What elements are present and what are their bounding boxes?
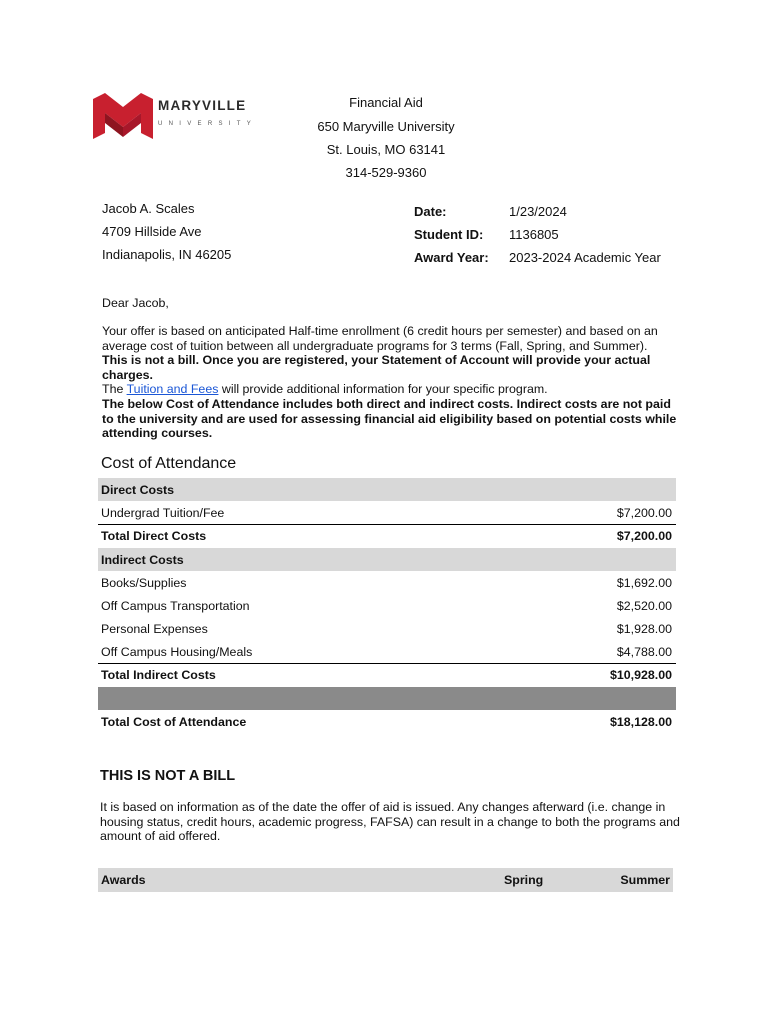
recipient-name: Jacob A. Scales [102,201,195,216]
spring-col-label: Spring [504,873,544,887]
recipient-city: Indianapolis, IN 46205 [102,247,232,262]
indirect-costs-header-label: Indirect Costs [101,553,184,567]
total-cost-amount: $18,128.00 [609,715,672,729]
spacer-band [98,687,676,710]
tuition-fees-link[interactable]: Tuition and Fees [126,382,219,397]
coa-note: The below Cost of Attendance includes both direct and indirect costs. Indirect costs are not paid to the university and are used for assessing financial aid eligibility based on potential costs while attending courses. [102,396,677,441]
total-cost-label: Total Cost of Attendance [101,715,247,729]
indirect-costs-header [98,548,676,571]
greeting: Dear Jacob, [102,296,169,310]
personal-amount: $1,928.00 [616,622,672,636]
summer-col-label: Summer [620,873,670,887]
student-id-label: Student ID: [414,227,484,242]
total-direct-label: Total Direct Costs [101,529,207,543]
housing-row [98,640,676,663]
student-id-value: 1136805 [509,227,559,242]
logo-wordmark: MARYVILLE [158,98,247,113]
personal-row [98,617,676,640]
office-city: St. Louis, MO 63141 [326,142,446,157]
tuition-label: Undergrad Tuition/Fee [101,506,225,520]
awards-table-header [98,868,673,892]
not-a-bill-heading: THIS IS NOT A BILL [100,768,236,784]
tuition-pre: The [102,382,127,397]
tuition-amount: $7,200.00 [616,506,672,520]
award-year-value: 2023-2024 Academic Year [509,250,661,265]
office-phone: 314-529-9360 [345,165,427,180]
total-direct-row [98,524,676,547]
books-label: Books/Supplies [101,576,187,590]
total-cost-row [98,710,676,733]
office-name: Financial Aid [349,95,423,110]
tuition-sentence [102,382,682,397]
total-indirect-row [98,663,676,686]
tuition-row [98,501,676,524]
total-direct-amount: $7,200.00 [616,529,672,543]
recipient-street: 4709 Hillside Ave [102,224,202,239]
intro-text: Your offer is based on anticipated Half-time enrollment (6 credit hours per semester) and based on an average cost of tuition between all undergraduate programs for 3 terms (Fall, Spring, and Summer). [102,324,658,353]
date-label: Date: [414,204,447,219]
disclaimer-text: It is based on information as of the date the offer of aid is issued. Any changes afterward (i.e. change in housing status, credit hours, academic progress, FAFSA) can result in a change to both the programs and amount of aid offered. [100,800,680,844]
total-indirect-amount: $10,928.00 [609,668,672,682]
award-year-label: Award Year: [414,250,489,265]
direct-costs-header [98,478,676,501]
not-bill-statement: This is not a bill. Once you are registered, your Statement of Account will provide your actual charges. [102,353,651,382]
books-row [98,571,676,594]
housing-label: Off Campus Housing/Meals [101,645,253,659]
logo-subtitle: UNIVERSITY [158,121,258,127]
direct-costs-header-label: Direct Costs [101,483,174,497]
date-value: 1/23/2024 [509,204,567,219]
transport-amount: $2,520.00 [616,599,672,613]
personal-label: Personal Expenses [101,622,208,636]
total-indirect-label: Total Indirect Costs [101,668,216,682]
cost-of-attendance-title: Cost of Attendance [101,455,237,472]
books-amount: $1,692.00 [616,576,672,590]
transport-row [98,594,676,617]
transport-label: Off Campus Transportation [101,599,250,613]
office-street: 650 Maryville University [317,119,455,134]
tuition-post: will provide additional information for your specific program. [218,382,548,397]
awards-col-label: Awards [101,873,146,887]
letter-body [102,324,682,441]
housing-amount: $4,788.00 [616,645,672,659]
